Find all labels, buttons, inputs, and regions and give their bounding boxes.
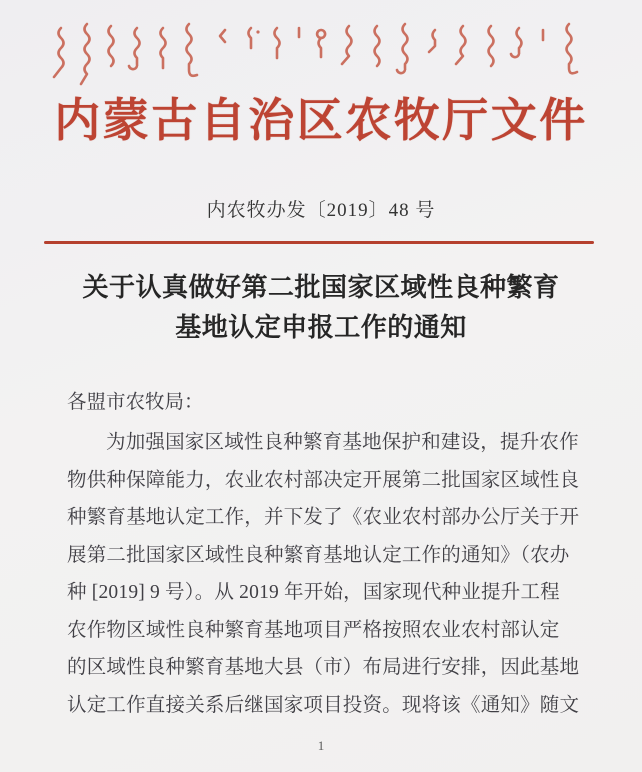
body-line: 物供种保障能力，农业农村部决定开展第二批国家区域性良 <box>67 469 580 491</box>
body-line: 种 [2019] 9 号）。从 2019 年开始，国家现代种业提升工程 <box>67 582 560 603</box>
body-line: 的区域性良种繁育基地大县（市）布局进行安排，因此基地 <box>67 657 580 678</box>
body-line: 展第二批国家区域性良种繁育基地认定工作的通知》（农办 <box>67 544 570 566</box>
body-line: 农作物区域性良种繁育基地项目严格按照农业农村部认定 <box>67 619 560 641</box>
mongolian-script-header <box>51 22 591 96</box>
red-divider-line <box>44 241 594 244</box>
body-line: 种繁育基地认定工作，并下发了《农业农村部办公厅关于开 <box>67 507 580 528</box>
body-line: 为加强国家区域性良种繁育基地保护和建设，提升农作 <box>106 432 579 453</box>
body-line: 认定工作直接关系后继国家项目投资。现将该《通知》随文 <box>67 694 580 716</box>
document-title <box>0 268 642 348</box>
page-number: 1 <box>317 738 325 753</box>
salutation: 各盟市农牧局： <box>67 392 204 413</box>
document-title-line-2: 基地认定申报工作的通知 <box>175 313 467 342</box>
document-number: 内农牧办发〔2019〕48 号 <box>206 200 436 221</box>
issuing-agency-title: 内蒙古自治区农牧厅文件 <box>54 95 588 146</box>
body-paragraph <box>67 424 587 724</box>
document-title-line-1: 关于认真做好第二批国家区域性良种繁育 <box>82 273 560 302</box>
